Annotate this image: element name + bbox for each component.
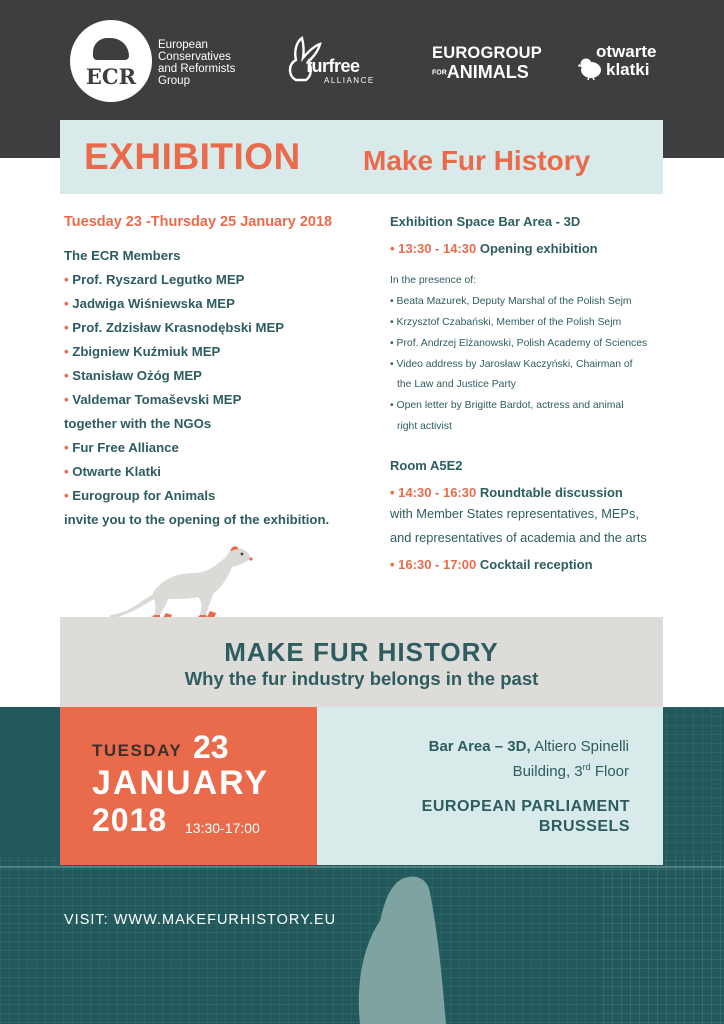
list-item: • Beata Mazurek, Deputy Marshal of the Polish Sejm bbox=[390, 296, 632, 307]
venue-parliament: EUROPEAN PARLIAMENT bbox=[421, 798, 630, 815]
cocktail-time: 16:30 - 17:00 bbox=[398, 557, 477, 572]
event-weekday: TUESDAY bbox=[92, 741, 183, 760]
eurogroup-wordmark: EUROGROUP bbox=[432, 44, 542, 62]
ecr-group-name bbox=[158, 39, 268, 87]
alliance-wordmark: ALLIANCE bbox=[324, 76, 375, 85]
ecr-lion-icon bbox=[93, 38, 129, 60]
eurogroup-logo bbox=[432, 44, 542, 83]
venue-building-word: Building, 3 bbox=[512, 763, 583, 780]
member-name: Prof. Zdzisław Krasnodębski MEP bbox=[72, 320, 285, 335]
ecr-name-line: Group bbox=[158, 75, 190, 87]
roundtable-time: 14:30 - 16:30 bbox=[398, 485, 477, 500]
invite-text: invite you to the opening of the exhibition. bbox=[64, 512, 330, 527]
roundtable-desc: and representatives of academia and the arts bbox=[390, 530, 647, 545]
ecr-badge-text: ECR bbox=[85, 64, 137, 89]
venue-city: BRUSSELS bbox=[538, 818, 630, 835]
list-item: • Fur Free Alliance bbox=[64, 440, 179, 455]
member-name: Stanisław Ożóg MEP bbox=[72, 368, 202, 383]
event-day: 23 bbox=[193, 729, 229, 765]
list-item: • Eurogroup for Animals bbox=[64, 488, 216, 503]
list-item: • Valdemar Tomaševski MEP bbox=[64, 392, 242, 407]
venue-area: Bar Area – 3D, bbox=[428, 738, 531, 755]
opening-time: 13:30 - 14:30 bbox=[398, 241, 477, 256]
list-item: • Jadwiga Wiśniewska MEP bbox=[64, 296, 235, 311]
members-heading: The ECR Members bbox=[64, 248, 181, 263]
opening-label: Opening exhibition bbox=[479, 241, 598, 256]
guest-text: Beata Mazurek, Deputy Marshal of the Polish Sejm bbox=[396, 296, 632, 307]
otwarte-wordmark: otwarte bbox=[596, 42, 657, 61]
guest-text: Prof. Andrzej Elżanowski, Polish Academy of Sciences bbox=[396, 338, 648, 349]
roundtable-label: Roundtable discussion bbox=[479, 485, 623, 500]
furfree-wordmark: furfree bbox=[306, 56, 360, 76]
guest-text: Krzysztof Czabański, Member of the Polish Sejm bbox=[396, 317, 622, 328]
guest-text: Open letter by Brigitte Bardot, actress and animal bbox=[396, 400, 624, 411]
cocktail-item: • 16:30 - 17:00 Cocktail reception bbox=[390, 557, 593, 572]
klatki-wordmark: klatki bbox=[606, 60, 650, 79]
venue-box bbox=[317, 707, 663, 865]
guest-text-continued: right activist bbox=[397, 421, 452, 432]
event-year: 2018 bbox=[92, 802, 168, 838]
space-heading: Exhibition Space Bar Area - 3D bbox=[390, 214, 581, 229]
roundtable-item: • 14:30 - 16:30 Roundtable discussion bbox=[390, 485, 623, 500]
ngo-name: Fur Free Alliance bbox=[72, 440, 179, 455]
list-item: • Open letter by Brigitte Bardot, actress and animal bbox=[390, 400, 624, 411]
member-name: Zbigniew Kuźmiuk MEP bbox=[72, 344, 221, 359]
eurogroup-for: FOR bbox=[432, 69, 447, 77]
room-heading: Room A5E2 bbox=[390, 458, 463, 473]
venue-floor-ordinal: rd bbox=[582, 762, 591, 772]
presence-heading: In the presence of: bbox=[390, 275, 477, 286]
ferret-illustration bbox=[110, 543, 260, 621]
list-item: • Otwarte Klatki bbox=[64, 464, 161, 479]
guest-text: Video address by Jarosław Kaczyński, Chairman of bbox=[396, 359, 633, 370]
fur-free-alliance-logo bbox=[286, 36, 378, 88]
roundtable-desc: with Member States representatives, MEPs, bbox=[390, 506, 639, 521]
eurogroup-animals-line bbox=[432, 62, 532, 83]
member-name: Jadwiga Wiśniewska MEP bbox=[72, 296, 235, 311]
venue-building: Altiero Spinelli bbox=[530, 738, 629, 755]
cocktail-label: Cocktail reception bbox=[479, 557, 593, 572]
event-hours: 13:30-17:00 bbox=[185, 820, 260, 836]
venue-floor: Floor bbox=[590, 763, 629, 780]
member-name: Valdemar Tomaševski MEP bbox=[72, 392, 242, 407]
list-item: • Prof. Andrzej Elżanowski, Polish Academy of Sciences bbox=[390, 338, 648, 349]
campaign-subtitle: Why the fur industry belongs in the past bbox=[184, 668, 539, 689]
ngo-name: Eurogroup for Animals bbox=[72, 488, 216, 503]
exhibition-title: EXHIBITION bbox=[84, 136, 301, 177]
opening-item: • 13:30 - 14:30 Opening exhibition bbox=[390, 241, 598, 256]
ecr-name-line: Conservatives bbox=[158, 51, 231, 63]
list-item: • Zbigniew Kuźmiuk MEP bbox=[64, 344, 221, 359]
ngos-heading: together with the NGOs bbox=[64, 416, 212, 431]
ngo-name: Otwarte Klatki bbox=[72, 464, 161, 479]
ecr-logo bbox=[70, 20, 152, 102]
campaign-title: MAKE FUR HISTORY bbox=[224, 637, 499, 667]
list-item: • Video address by Jarosław Kaczyński, Chairman of bbox=[390, 359, 633, 370]
venue-line-2 bbox=[513, 762, 629, 780]
list-item: • Prof. Zdzisław Krasnodębski MEP bbox=[64, 320, 285, 335]
ecr-name-line: and Reformists bbox=[158, 63, 236, 75]
member-name: Prof. Ryszard Legutko MEP bbox=[72, 272, 245, 287]
event-month: JANUARY bbox=[92, 764, 270, 802]
list-item: • Krzysztof Czabański, Member of the Polish Sejm bbox=[390, 317, 622, 328]
guest-text-continued: the Law and Justice Party bbox=[397, 379, 516, 390]
venue-line-1 bbox=[429, 738, 629, 755]
list-item: • Stanisław Ożóg MEP bbox=[64, 368, 202, 383]
exhibition-subtitle: Make Fur History bbox=[363, 145, 591, 176]
list-item: • Prof. Ryszard Legutko MEP bbox=[64, 272, 245, 287]
website-link[interactable]: VISIT: WWW.MAKEFURHISTORY.EU bbox=[64, 912, 337, 928]
eurogroup-animals-word: ANIMALS bbox=[446, 62, 529, 82]
ecr-name-line: European bbox=[158, 39, 208, 51]
exhibition-dates: Tuesday 23 -Thursday 25 January 2018 bbox=[64, 214, 333, 230]
